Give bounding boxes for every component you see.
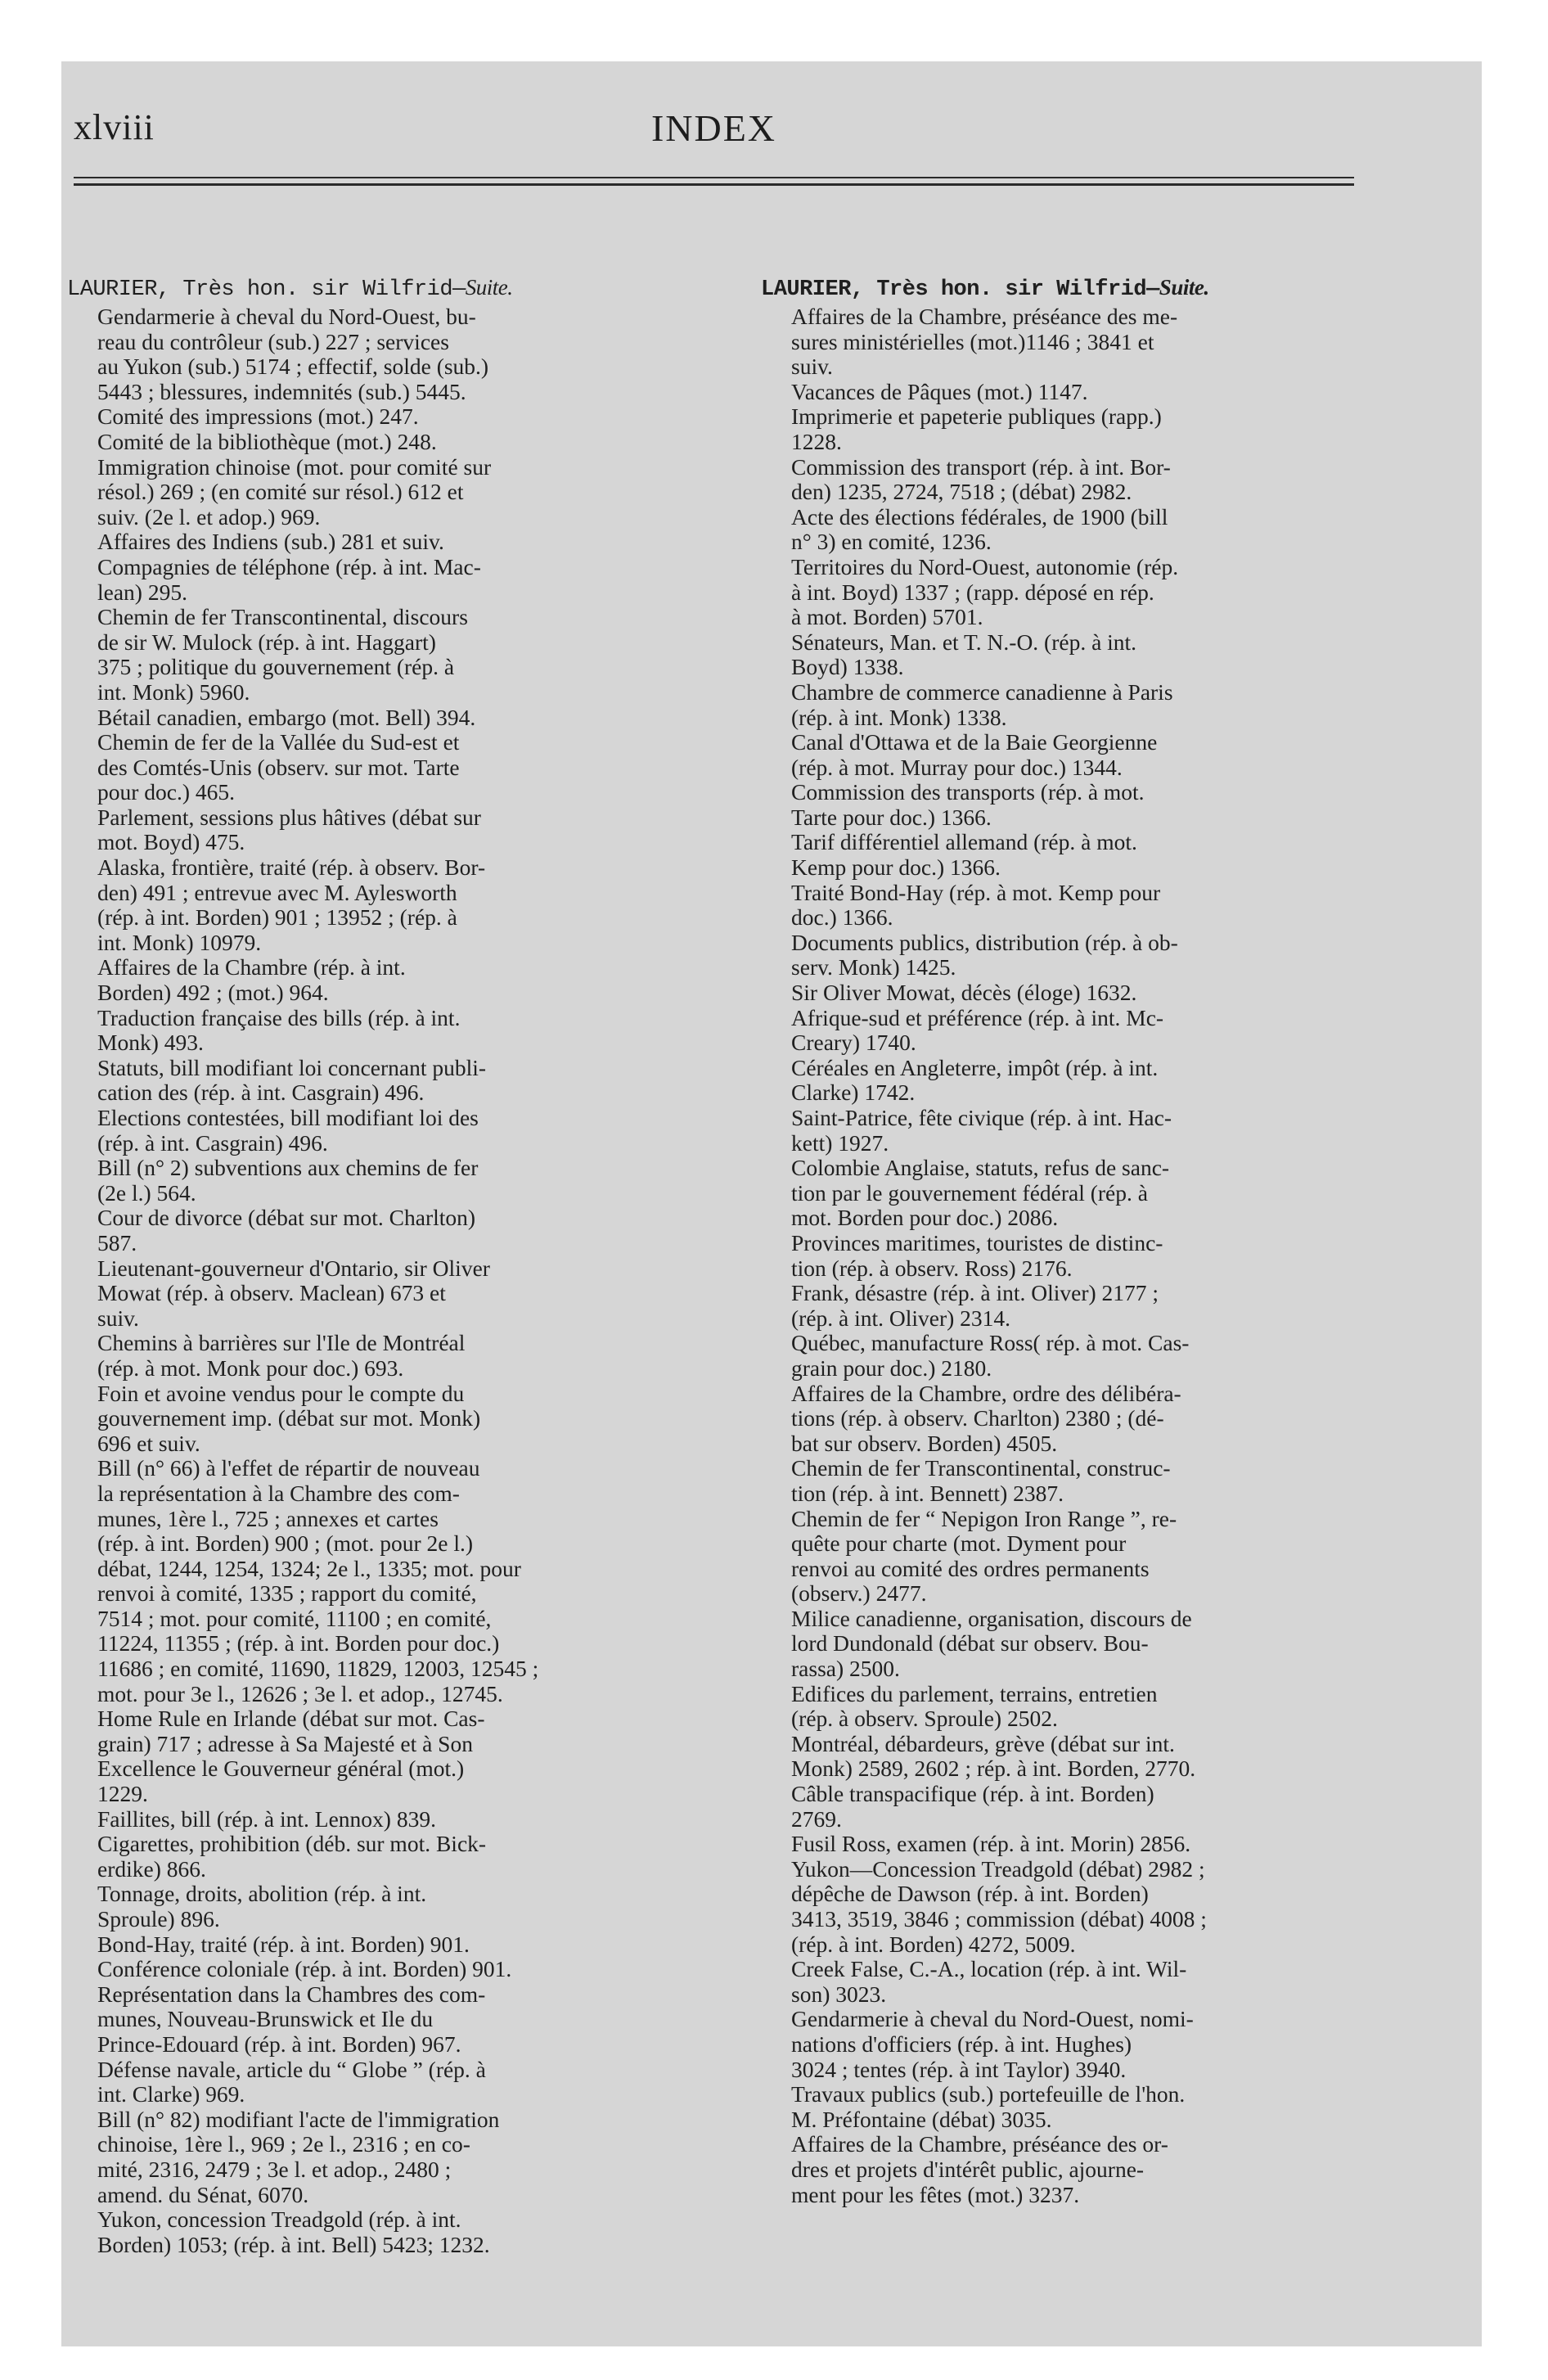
entry-line: Home Rule en Irlande (débat sur mot. Cas- (97, 1706, 485, 1732)
entry-line: Imprimerie et papeterie publiques (rapp.) (791, 403, 1162, 430)
entry-line: 3413, 3519, 3846 ; commission (débat) 4008 ; (791, 1906, 1207, 1931)
index-entry (761, 1382, 1352, 1457)
entry-line: Chemin de fer Transcontinental, construc- (791, 1455, 1171, 1481)
entry-line: Frank, désastre (rép. à int. Oliver) 2177 ; (791, 1280, 1159, 1306)
entry-line: Clarke) 1742. (791, 1080, 916, 1106)
entry-line: Sénateurs, Man. et T. N.-O. (rép. à int. (791, 629, 1137, 655)
entry-line: den) 1235, 2724, 7518 ; (débat) 2982. (791, 479, 1132, 505)
index-entry (761, 1456, 1352, 1506)
entry-line: Représentation dans la Chambres des com- (97, 1981, 486, 2007)
entry-line: kett) 1927. (791, 1129, 889, 1156)
index-entry (67, 1156, 738, 1206)
entry-line: Bill (n° 82) modifiant l'acte de l'immigration (97, 2106, 500, 2132)
index-entry (67, 730, 738, 805)
entry-line: Yukon—Concession Treadgold (débat) 2982 ; (791, 1855, 1205, 1882)
entry-line: grain) 717 ; adresse à Sa Majesté et à Son (97, 1730, 473, 1756)
entry-line: Acte des élections fédérales, de 1900 (bill (791, 503, 1168, 530)
entry-line: Faillites, bill (rép. à int. Lennox) 839. (97, 1805, 436, 1832)
entry-line: nations d'officiers (rép. à int. Hughes) (791, 2031, 1132, 2057)
index-entry (67, 1982, 738, 2058)
entry-line: Bond-Hay, traité (rép. à int. Borden) 901. (97, 1931, 470, 1957)
column-heading (67, 274, 738, 303)
index-entry (67, 1932, 738, 1958)
index-entry (67, 1256, 738, 1332)
heading-suite: Suite. (465, 275, 513, 300)
entry-line: Tonnage, droits, abolition (rép. à int. (97, 1881, 427, 1907)
index-entry (761, 1156, 1352, 1231)
entry-line: mot. Borden pour doc.) 2086. (791, 1205, 1059, 1231)
entry-line: Foin et avoine vendus pour le compte du (97, 1380, 465, 1406)
index-entry (761, 1832, 1352, 1857)
index-entry (67, 1006, 738, 1056)
entry-line: mité, 2316, 2479 ; 3e l. et adop., 2480 ; (97, 2156, 452, 2182)
index-entry (761, 404, 1352, 454)
entry-line: serv. Monk) 1425. (791, 954, 956, 980)
entry-line: 11686 ; en comité, 11690, 11829, 12003, 12545 ; (97, 1656, 539, 1682)
index-entry (67, 855, 738, 955)
index-entry (67, 1706, 738, 1806)
entry-line: Canal d'Ottawa et de la Baie Georgienne (791, 729, 1158, 755)
entry-line: Québec, manufacture Ross( rép. à mot. Cas- (791, 1330, 1190, 1356)
entry-line: doc.) 1366. (791, 904, 893, 931)
entry-line: Afrique-sud et préférence (rép. à int. Mc- (791, 1004, 1164, 1030)
page-title: INDEX (650, 107, 777, 149)
entry-line: dres et projets d'intérêt public, ajourne- (791, 2156, 1145, 2182)
index-entry (67, 805, 738, 855)
index-entry (67, 705, 738, 731)
index-entry (761, 730, 1352, 780)
entry-line: Yukon, concession Treadgold (rép. à int. (97, 2206, 461, 2233)
entry-line: (2e l.) 564. (97, 1179, 196, 1206)
index-entry (761, 1957, 1352, 2007)
index-entry (67, 1331, 738, 1381)
heading-suite: Suite. (1159, 275, 1209, 300)
entry-line: chinoise, 1ère l., 969 ; 2e l., 2316 ; en co- (97, 2131, 470, 2157)
entry-line: Immigration chinoise (mot. pour comité sur (97, 453, 492, 480)
entry-list (67, 304, 738, 2257)
header-rule (74, 174, 1354, 190)
index-entry (67, 1807, 738, 1832)
index-entry (761, 881, 1352, 931)
index-entry (67, 304, 738, 404)
entry-line: 587. (97, 1229, 137, 1255)
index-entry (761, 380, 1352, 405)
entry-line: résol.) 269 ; (en comité sur résol.) 612 et (97, 479, 464, 505)
entry-line: tions (rép. à observ. Charlton) 2380 ; (dé- (791, 1405, 1164, 1431)
entry-line: Kemp pour doc.) 1366. (791, 854, 1001, 881)
entry-line: gouvernement imp. (débat sur mot. Monk) (97, 1405, 481, 1431)
entry-line: Statuts, bill modifiant loi concernant publi- (97, 1054, 487, 1080)
index-entry (761, 2082, 1352, 2132)
entry-line: Commission des transports (rép. à mot. (791, 779, 1145, 805)
entry-line: grain pour doc.) 2180. (791, 1355, 992, 1381)
index-entry (761, 980, 1352, 1006)
entry-line: mot. pour 3e l., 12626 ; 3e l. et adop., 12745. (97, 1680, 503, 1706)
index-entry (67, 555, 738, 605)
entry-line: munes, Nouveau-Brunswick et Ile du (97, 2006, 434, 2032)
entry-line: 1228. (791, 428, 842, 454)
entry-line: renvoi au comité des ordres permanents (791, 1555, 1150, 1581)
entry-line: (rép. à int. Oliver) 2314. (791, 1305, 1011, 1331)
entry-line: amend. du Sénat, 6070. (97, 2181, 309, 2207)
entry-line: Documents publics, distribution (rép. à ob- (791, 929, 1178, 955)
entry-line: (rép. à mot. Murray pour doc.) 1344. (791, 754, 1123, 780)
index-entry (761, 1006, 1352, 1056)
entry-line: 11224, 11355 ; (rép. à int. Borden pour doc.) (97, 1630, 500, 1657)
entry-line: Tarte pour doc.) 1366. (791, 804, 992, 830)
entry-line: erdike) 866. (97, 1855, 206, 1882)
index-entry (761, 830, 1352, 880)
entry-line: 2769. (791, 1805, 842, 1832)
entry-line: (rép. à observ. Sproule) 2502. (791, 1706, 1058, 1732)
entry-line: à int. Boyd) 1337 ; (rapp. déposé en rép. (791, 579, 1154, 605)
index-entry (761, 780, 1352, 830)
index-entry (67, 1456, 738, 1706)
entry-line: au Yukon (sub.) 5174 ; effectif, solde (sub.) (97, 354, 489, 380)
heading-name: LAURIER, Très hon. sir Wilfrid— (761, 277, 1159, 302)
index-entry (761, 1106, 1352, 1156)
entry-line: des Comtés-Unis (observ. sur mot. Tarte (97, 754, 460, 780)
entry-line: Gendarmerie à cheval du Nord-Ouest, bu- (97, 304, 476, 329)
index-entry (67, 2207, 738, 2257)
entry-line: Monk) 2589, 2602 ; rép. à int. Borden, 2770. (791, 1756, 1196, 1782)
entry-line: 3024 ; tentes (rép. à int Taylor) 3940. (791, 2056, 1127, 2082)
entry-line: Compagnies de téléphone (rép. à int. Mac- (97, 553, 481, 579)
index-entry (67, 1957, 738, 1982)
entry-line: Mowat (rép. à observ. Maclean) 673 et (97, 1280, 446, 1306)
entry-line: Lieutenant-gouverneur d'Ontario, sir Oliver (97, 1255, 490, 1281)
index-entry (67, 1056, 738, 1106)
entry-line: 1229. (97, 1781, 148, 1807)
entry-line: débat, 1244, 1254, 1324; 2e l., 1335; mot. pour (97, 1555, 521, 1581)
entry-line: Cigarettes, prohibition (déb. sur mot. Bick- (97, 1831, 487, 1857)
entry-line: den) 491 ; entrevue avec M. Aylesworth (97, 879, 457, 905)
index-entry (761, 304, 1352, 380)
entry-line: son) 3023. (791, 1981, 887, 2007)
entry-line: Chemins à barrières sur l'Ile de Montréal (97, 1330, 466, 1356)
entry-line: Montréal, débardeurs, grève (débat sur int. (791, 1730, 1175, 1756)
entry-line: Affaires de la Chambre, préséance des me- (791, 304, 1178, 329)
entry-line: (rép. à int. Borden) 900 ; (mot. pour 2e l.) (97, 1530, 473, 1557)
entry-line: Chemin de fer de la Vallée du Sud-est et (97, 729, 460, 755)
entry-line: quête pour charte (mot. Dyment pour (791, 1530, 1127, 1557)
index-entry (67, 605, 738, 705)
entry-line: Travaux publics (sub.) portefeuille de l'hon. (791, 2081, 1186, 2107)
entry-line: Affaires des Indiens (sub.) 281 et suiv. (97, 529, 444, 555)
entry-line: à mot. Borden) 5701. (791, 604, 983, 630)
entry-line: Borden) 492 ; (mot.) 964. (97, 980, 329, 1006)
index-entry (761, 455, 1352, 505)
entry-line: Monk) 493. (97, 1030, 204, 1056)
entry-line: sures ministérielles (mot.)1146 ; 3841 et (791, 328, 1154, 354)
index-entry (761, 680, 1352, 730)
entry-line: Comité des impressions (mot.) 247. (97, 403, 419, 430)
entry-line: Affaires de la Chambre (rép. à int. (97, 954, 406, 980)
entry-line: (rép. à int. Borden) 901 ; 13952 ; (rép. à (97, 904, 457, 931)
index-entry (761, 2132, 1352, 2207)
entry-line: int. Clarke) 969. (97, 2081, 245, 2107)
entry-line: renvoi à comité, 1335 ; rapport du comité, (97, 1580, 477, 1607)
entry-line: Affaires de la Chambre, préséance des or- (791, 2131, 1168, 2157)
entry-line: lean) 295. (97, 579, 187, 605)
entry-line: (observ.) 2477. (791, 1580, 927, 1607)
entry-line: Milice canadienne, organisation, discours de (791, 1605, 1192, 1631)
index-entry (761, 1331, 1352, 1381)
entry-line: suiv. (2e l. et adop.) 969. (97, 503, 321, 530)
index-entry (761, 1507, 1352, 1607)
heading-name: LAURIER, Très hon. sir Wilfrid— (67, 277, 466, 302)
entry-list (761, 304, 1352, 2207)
entry-line: Elections contestées, bill modifiant loi des (97, 1105, 479, 1130)
index-entry (761, 630, 1352, 680)
entry-line: Sir Oliver Mowat, décès (éloge) 1632. (791, 980, 1137, 1006)
entry-line: Câble transpacifique (rép. à int. Borden) (791, 1781, 1154, 1807)
entry-line: n° 3) en comité, 1236. (791, 529, 992, 555)
index-entry (67, 1382, 738, 1457)
entry-line: Comité de la bibliothèque (mot.) 248. (97, 428, 437, 454)
entry-line: (rép. à int. Borden) 4272, 5009. (791, 1931, 1076, 1957)
entry-line: Tarif différentiel allemand (rép. à mot. (791, 829, 1137, 855)
index-entry (761, 1056, 1352, 1106)
entry-line: de sir W. Mulock (rép. à int. Haggart) (97, 629, 436, 655)
entry-line: Commission des transport (rép. à int. Bor- (791, 453, 1171, 480)
index-entry (761, 1782, 1352, 1832)
index-entry (761, 2007, 1352, 2082)
entry-line: Gendarmerie à cheval du Nord-Ouest, nomi- (791, 2006, 1194, 2032)
index-entry (67, 404, 738, 430)
entry-line: pour doc.) 465. (97, 779, 236, 805)
entry-line: Céréales en Angleterre, impôt (rép. à int. (791, 1054, 1159, 1080)
entry-line: Edifices du parlement, terrains, entretien (791, 1680, 1158, 1706)
entry-line: mot. Boyd) 475. (97, 829, 245, 855)
entry-line: (rép. à int. Casgrain) 496. (97, 1129, 328, 1156)
entry-line: (rép. à int. Monk) 1338. (791, 704, 1007, 730)
entry-line: Alaska, frontière, traité (rép. à observ. Bor- (97, 854, 486, 881)
entry-line: Conférence coloniale (rép. à int. Borden) 901. (97, 1956, 512, 1982)
entry-line: Creek False, C.-A., location (rép. à int. Wil- (791, 1956, 1187, 1982)
index-entry (67, 2058, 738, 2107)
entry-line: cation des (rép. à int. Casgrain) 496. (97, 1080, 425, 1106)
entry-line: Bétail canadien, embargo (mot. Bell) 394. (97, 704, 476, 730)
entry-line: la représentation à la Chambre des com- (97, 1480, 460, 1506)
index-entry (761, 1607, 1352, 1682)
entry-line: Chambre de commerce canadienne à Paris (791, 678, 1173, 705)
entry-line: Boyd) 1338. (791, 654, 904, 680)
entry-line: rassa) 2500. (791, 1656, 900, 1682)
index-entry (67, 455, 738, 530)
entry-line: Traduction française des bills (rép. à int. (97, 1004, 461, 1030)
entry-line: Sproule) 896. (97, 1906, 220, 1931)
index-entry (761, 555, 1352, 630)
entry-line: 5443 ; blessures, indemnités (sub.) 5445. (97, 378, 466, 404)
index-entry (761, 931, 1352, 980)
index-entry (761, 1732, 1352, 1782)
entry-line: suiv. (97, 1305, 139, 1331)
index-entry (761, 1857, 1352, 1957)
index-entry (67, 430, 738, 455)
entry-line: Parlement, sessions plus hâtives (débat sur (97, 804, 481, 830)
entry-line: Fusil Ross, examen (rép. à int. Morin) 2856. (791, 1831, 1191, 1857)
index-entry (67, 530, 738, 555)
left-column (67, 274, 738, 2257)
column-heading (761, 274, 1352, 303)
entry-line: Territoires du Nord-Ouest, autonomie (rép. (791, 553, 1179, 579)
index-entry (67, 2107, 738, 2207)
index-entry (761, 505, 1352, 555)
index-entry (67, 955, 738, 1005)
entry-line: int. Monk) 10979. (97, 929, 262, 955)
entry-line: Vacances de Pâques (mot.) 1147. (791, 378, 1088, 404)
entry-line: bat sur observ. Borden) 4505. (791, 1430, 1058, 1456)
entry-line: Prince-Edouard (rép. à int. Borden) 967. (97, 2031, 461, 2057)
entry-line: dépêche de Dawson (rép. à int. Borden) (791, 1881, 1149, 1907)
entry-line: Excellence le Gouverneur général (mot.) (97, 1756, 465, 1782)
entry-line: Affaires de la Chambre, ordre des délibéra- (791, 1380, 1181, 1406)
entry-line: Traité Bond-Hay (rép. à mot. Kemp pour (791, 879, 1161, 905)
entry-line: Chemin de fer “ Nepigon Iron Range ”, re- (791, 1505, 1177, 1531)
index-entry (761, 1281, 1352, 1331)
index-entry (67, 1206, 738, 1255)
entry-line: Bill (n° 2) subventions aux chemins de fer (97, 1155, 479, 1181)
index-entry (67, 1832, 738, 1882)
entry-line: 375 ; politique du gouvernement (rép. à (97, 654, 455, 680)
entry-line: 696 et suiv. (97, 1430, 200, 1456)
entry-line: Défense navale, article du “ Globe ” (rép. à (97, 2056, 486, 2082)
index-entry (67, 1106, 738, 1156)
entry-line: ment pour les fêtes (mot.) 3237. (791, 2181, 1080, 2207)
entry-line: Provinces maritimes, touristes de distinc- (791, 1229, 1163, 1255)
page-number: xlviii (74, 107, 155, 147)
entry-line: tion (rép. à observ. Ross) 2176. (791, 1255, 1073, 1281)
entry-line: Saint-Patrice, fête civique (rép. à int. Hac- (791, 1105, 1172, 1130)
entry-line: lord Dundonald (débat sur observ. Bou- (791, 1630, 1149, 1657)
entry-line: M. Préfontaine (débat) 3035. (791, 2106, 1052, 2132)
entry-line: (rép. à mot. Monk pour doc.) 693. (97, 1355, 404, 1381)
entry-line: tion par le gouvernement fédéral (rép. à (791, 1179, 1148, 1206)
entry-line: Bill (n° 66) à l'effet de répartir de nouveau (97, 1455, 480, 1481)
index-entry (761, 1682, 1352, 1732)
entry-line: suiv. (791, 354, 833, 380)
entry-line: 7514 ; mot. pour comité, 11100 ; en comité, (97, 1605, 492, 1631)
entry-line: Creary) 1740. (791, 1030, 916, 1056)
entry-line: munes, 1ère l., 725 ; annexes et cartes (97, 1505, 439, 1531)
page-header (74, 106, 1354, 164)
entry-line: Cour de divorce (débat sur mot. Charlton) (97, 1205, 476, 1231)
entry-line: tion (rép. à int. Bennett) 2387. (791, 1480, 1064, 1506)
entry-line: Colombie Anglaise, statuts, refus de sanc- (791, 1155, 1170, 1181)
right-column (761, 274, 1352, 2207)
entry-line: Chemin de fer Transcontinental, discours (97, 604, 468, 630)
index-entry (761, 1231, 1352, 1281)
entry-line: int. Monk) 5960. (97, 678, 250, 705)
entry-line: Borden) 1053; (rép. à int. Bell) 5423; 1232. (97, 2231, 490, 2257)
index-entry (67, 1882, 738, 1931)
entry-line: reau du contrôleur (sub.) 227 ; services (97, 328, 449, 354)
